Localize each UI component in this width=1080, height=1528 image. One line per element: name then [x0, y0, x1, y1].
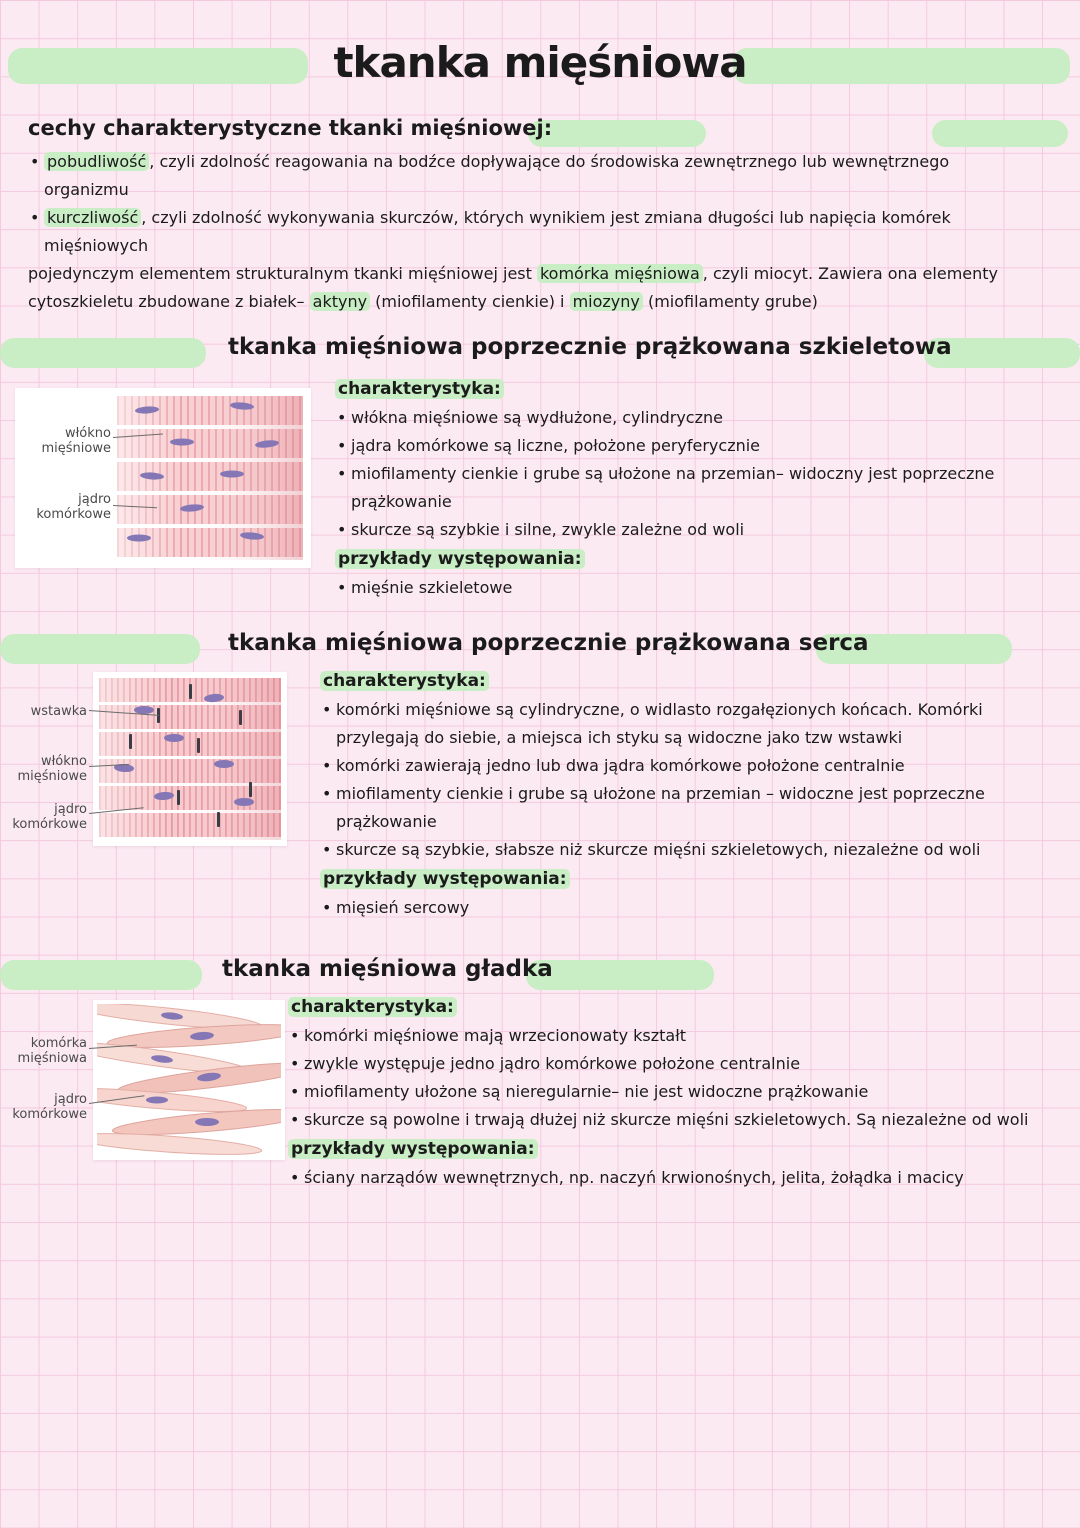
characteristic-item: • komórki mięśniowe mają wrzecionowaty kształt [288, 1022, 1078, 1050]
label-line: komórkowe [12, 1107, 87, 1122]
cardiac-muscle-illustration [99, 678, 281, 840]
label-line: mięśniowe [17, 769, 87, 784]
characteristic-item: • miofilamenty cienkie i grube są ułożone na przemian– widoczny jest poprzeczne prążkowanie [335, 460, 1041, 516]
characteristic-item: • jądra komórkowe są liczne, położone peryferycznie [335, 432, 1041, 460]
bullet-text: , czyli zdolność wykonywania skurczów, których wynikiem jest zmiana długości lub napięcia komórek mięśniowych [44, 208, 951, 255]
label-line: mięśniowe [41, 441, 111, 456]
section-heading-smooth: tkanka mięśniowa gładka [222, 956, 553, 982]
smooth-characteristics [288, 992, 1078, 1192]
skeletal-muscle-illustration [117, 396, 303, 560]
example-item: • ściany narządów wewnętrznych, np. naczyń krwionośnych, jelita, żołądka i macicy [288, 1164, 1078, 1192]
characteristics-list [335, 404, 1041, 544]
label-line: jądro [54, 802, 87, 817]
characteristics-label: charakterystyka: [288, 997, 457, 1017]
highlighted-term: kurczliwość [44, 208, 141, 227]
figure-label-nucleus [5, 802, 87, 832]
figure-label-intercalated-disc [5, 704, 87, 719]
highlighted-term: aktyny [310, 292, 370, 311]
label-line: mięśniowa [17, 1051, 87, 1066]
characteristic-item: • skurcze są powolne i trwają dłużej niż skurcze mięśni szkieletowych. Są niezależne od woli [288, 1106, 1078, 1134]
examples-label: przykłady występowania: [320, 869, 570, 889]
examples-label: przykłady występowania: [335, 549, 585, 569]
characteristic-item: • komórki zawierają jedno lub dwa jądra komórkowe położone centralnie [320, 752, 1032, 780]
smooth-figure-frame [93, 1000, 285, 1160]
section-heading-skeletal: tkanka mięśniowa poprzecznie prążkowana szkieletowa [228, 334, 952, 360]
paragraph-text: , czyli miocyt. Zawiera ona elementy cytoszkieletu zbudowane z białek– [28, 264, 998, 311]
smooth-muscle-illustration [97, 1004, 281, 1156]
intro-paragraph [28, 260, 1023, 316]
label-line: włókno [64, 426, 111, 441]
cardiac-muscle-figure [5, 672, 287, 848]
characteristics-list [288, 1022, 1078, 1134]
intro-bullet-contractility [28, 204, 1023, 260]
characteristics-label: charakterystyka: [335, 379, 504, 399]
examples-row [320, 864, 1032, 894]
figure-label-muscle-fiber [5, 754, 87, 784]
label-line: jądro [54, 1092, 87, 1107]
label-line: komórka [30, 1036, 87, 1051]
page-title: tkanka mięśniowa [333, 38, 747, 87]
examples-row [288, 1134, 1078, 1164]
characteristics-row [320, 666, 1032, 696]
examples-list [335, 574, 1041, 602]
highlighted-term: miozyny [570, 292, 643, 311]
section-heading-cardiac: tkanka mięśniowa poprzecznie prążkowana serca [228, 630, 869, 656]
highlighted-term: pobudliwość [44, 152, 149, 171]
label-line: komórkowe [36, 507, 111, 522]
examples-row [335, 544, 1041, 574]
highlight-decoration [526, 960, 714, 990]
figure-label-nucleus [5, 1092, 87, 1122]
paragraph-text: (miofilamenty cienkie) i [370, 292, 570, 311]
characteristics-list [320, 696, 1032, 864]
label-line: wstawka [30, 704, 87, 719]
highlight-decoration [0, 960, 202, 990]
smooth-muscle-figure [5, 1000, 285, 1162]
characteristics-row [335, 374, 1041, 404]
intro-section [28, 116, 1023, 316]
paragraph-text: pojedynczym elementem strukturalnym tkanki mięśniowej jest [28, 264, 537, 283]
characteristic-item: • skurcze są szybkie i silne, zwykle zależne od woli [335, 516, 1041, 544]
figure-label-muscle-cell [5, 1036, 87, 1066]
examples-list [288, 1164, 1078, 1192]
example-item: • mięsień sercowy [320, 894, 1032, 922]
figure-label-nucleus [21, 492, 111, 522]
label-line: komórkowe [12, 817, 87, 832]
characteristic-item: • zwykle występuje jedno jądro komórkowe położone centralnie [288, 1050, 1078, 1078]
skeletal-muscle-figure [15, 388, 311, 568]
highlighted-term: komórka mięśniowa [537, 264, 703, 283]
examples-label: przykłady występowania: [288, 1139, 538, 1159]
characteristic-item: • skurcze są szybkie, słabsze niż skurcze mięśni szkieletowych, niezależne od woli [320, 836, 1032, 864]
bullet-text: , czyli zdolność reagowania na bodźce dopływające do środowiska zewnętrznego lub wewnętrznego organizmu [44, 152, 950, 199]
characteristics-label: charakterystyka: [320, 671, 489, 691]
characteristic-item: • miofilamenty ułożone są nieregularnie– nie jest widoczne prążkowanie [288, 1078, 1078, 1106]
examples-list [320, 894, 1032, 922]
label-line: jądro [78, 492, 111, 507]
skeletal-characteristics [335, 374, 1041, 602]
characteristic-item: • włókna mięśniowe są wydłużone, cylindryczne [335, 404, 1041, 432]
intro-bullet-list [28, 148, 1023, 260]
paragraph-text: (miofilamenty grube) [642, 292, 818, 311]
label-line: włókno [40, 754, 87, 769]
characteristic-item: • miofilamenty cienkie i grube są ułożone na przemian – widoczne jest poprzeczne prążkowanie [320, 780, 1032, 836]
characteristics-row [288, 992, 1078, 1022]
characteristic-item: • komórki mięśniowe są cylindryczne, o widlasto rozgałęzionych końcach. Komórki przylegają do siebie, a miejsca ich styku są widoczne jako tzw wstawki [320, 696, 1032, 752]
highlight-decoration [0, 338, 206, 368]
highlight-decoration [0, 634, 200, 664]
example-item: • mięśnie szkieletowe [335, 574, 1041, 602]
figure-label-muscle-fiber [21, 426, 111, 456]
intro-heading: cechy charakterystyczne tkanki mięśniowej: [28, 116, 553, 140]
cardiac-characteristics [320, 666, 1032, 922]
cardiac-figure-frame [93, 672, 287, 846]
intro-bullet-excitability [28, 148, 1023, 204]
